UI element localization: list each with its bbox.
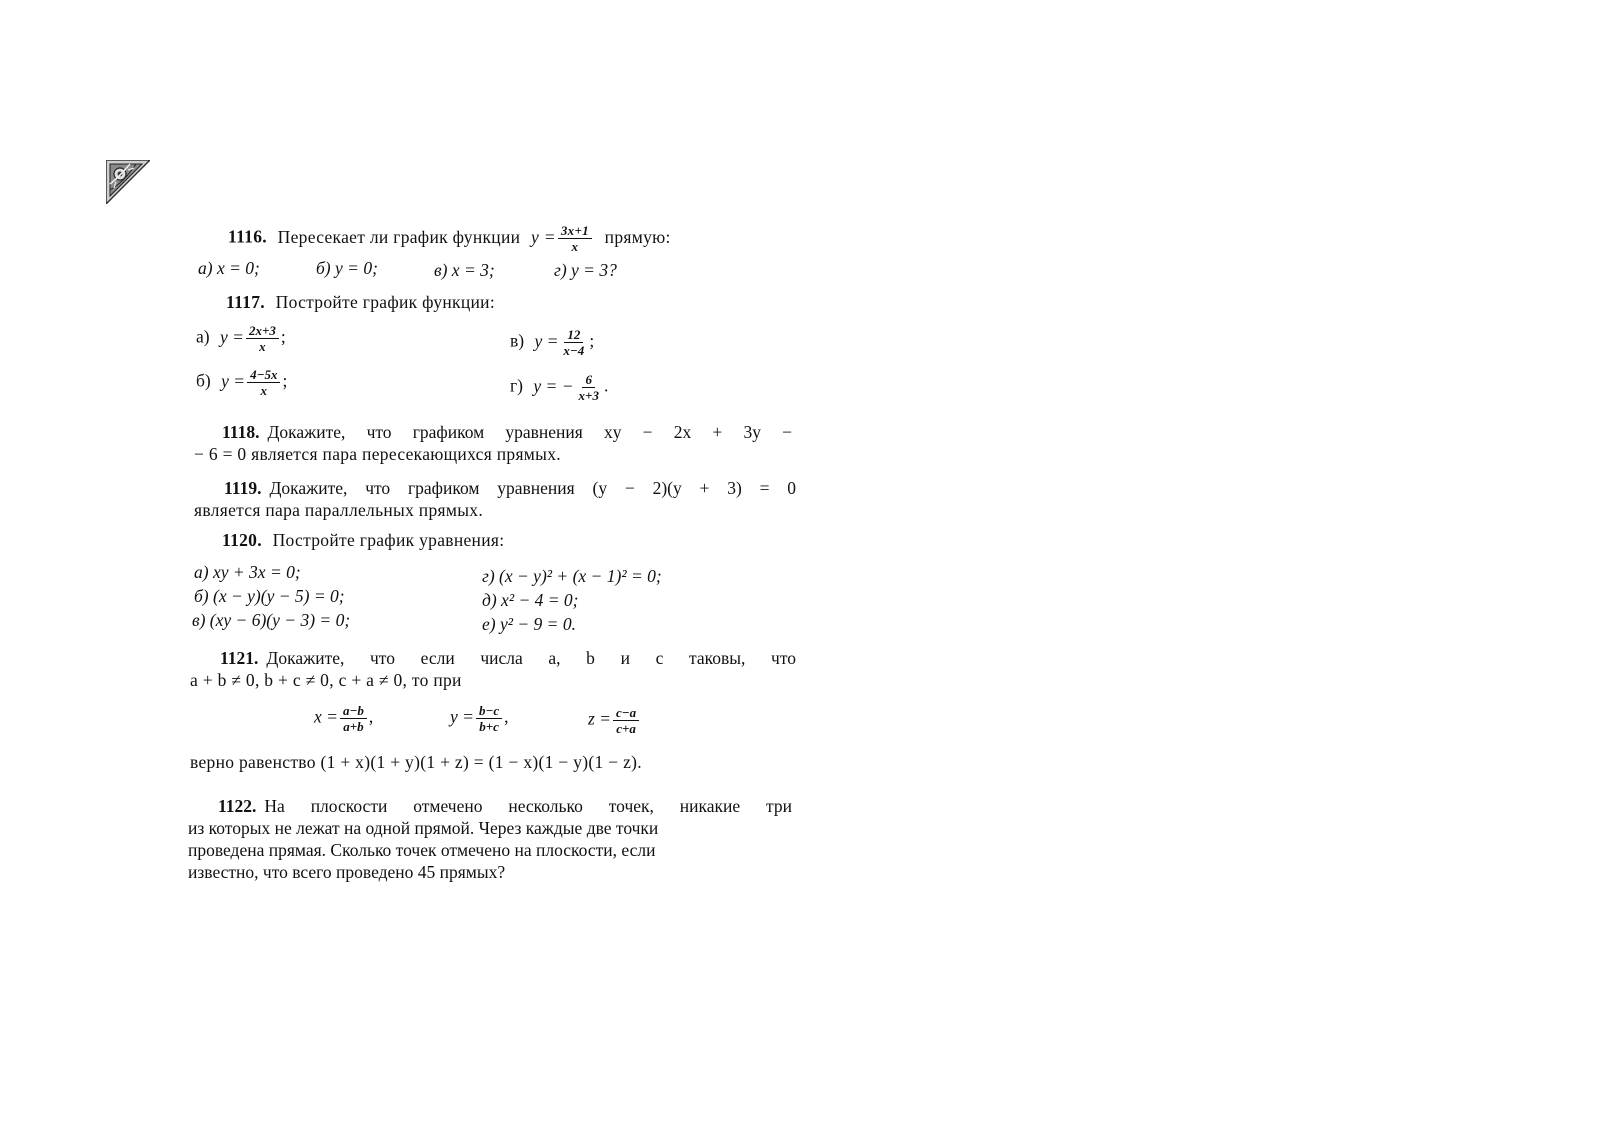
option-b: б) y = 0;	[316, 258, 378, 278]
item-g: г) (x − y)² + (x − 1)² = 0;	[482, 566, 662, 586]
item-d: д) x² − 4 = 0;	[482, 590, 579, 610]
problem-1119-line-1	[224, 478, 796, 499]
fraction-numerator: a−b	[340, 704, 367, 719]
problem-number: 1119.	[224, 478, 262, 498]
item-e: е) y² − 9 = 0.	[482, 614, 576, 634]
problem-number: 1121.	[220, 648, 259, 668]
problem-text: Докажите, что графиком уравнения (y − 2)(y + 3) = 0	[269, 478, 796, 498]
fraction-numerator: 6	[582, 373, 595, 388]
problem-1117-statement	[226, 292, 495, 313]
problem-number: 1118.	[222, 422, 260, 442]
formula-lhs: y =	[450, 706, 474, 727]
item-label: г)	[510, 375, 524, 396]
fraction-numerator: 12	[564, 328, 583, 343]
problem-1121-line-1	[220, 648, 796, 669]
problem-text: Пересекает ли график функции	[277, 226, 521, 247]
fraction	[246, 324, 279, 353]
problem-number: 1120.	[222, 530, 262, 550]
problem-1118-line-2: − 6 = 0 является пара пересекающихся прямых.	[194, 444, 561, 464]
function-lhs: y =	[219, 326, 244, 347]
function-lhs: y =	[221, 370, 246, 391]
item-v: в) (xy − 6)(y − 3) = 0;	[192, 610, 351, 630]
problem-text: На плоскости отмечено несколько точек, никакие три	[264, 796, 792, 816]
problem-text: Постройте график уравнения:	[272, 530, 505, 550]
function-lhs: y =	[531, 226, 556, 247]
fraction-denominator: c+a	[616, 721, 636, 736]
problem-1122-line-3: проведена прямая. Сколько точек отмечено на плоскости, если	[188, 840, 656, 860]
fraction-denominator: a+b	[343, 719, 364, 734]
punctuation: ,	[368, 706, 374, 727]
punctuation: .	[603, 375, 609, 396]
option-v: в) x = 3;	[434, 260, 495, 280]
fraction-denominator: x	[571, 239, 579, 254]
problem-1120-statement	[222, 530, 504, 551]
option-a: а) x = 0;	[198, 258, 260, 278]
formula-lhs: z =	[588, 708, 611, 729]
punctuation: ;	[280, 326, 286, 347]
function-lhs: y = −	[533, 375, 574, 396]
corner-ornament-icon	[106, 160, 150, 204]
item-label: в)	[510, 330, 525, 351]
punctuation: ,	[504, 706, 509, 727]
fraction	[576, 373, 602, 402]
fraction	[247, 368, 280, 397]
problem-text-tail: прямую:	[604, 226, 671, 247]
formula-x	[314, 704, 373, 733]
fraction-numerator: b−c	[476, 704, 502, 719]
formula-y	[450, 704, 508, 733]
fraction	[560, 328, 587, 357]
problem-number: 1122.	[218, 796, 257, 816]
fraction-denominator: x+3	[578, 388, 599, 403]
fraction-numerator: 4−5x	[247, 368, 280, 383]
problem-1119-line-2: является пара параллельных прямых.	[194, 500, 484, 520]
problem-1118-line-1	[222, 422, 792, 443]
fraction-denominator: x	[260, 383, 267, 398]
item-b	[196, 368, 287, 397]
problem-text: Докажите, что если числа a, b и c таковы, что	[266, 648, 796, 668]
formula-z	[588, 706, 641, 735]
option-g: г) y = 3?	[554, 260, 617, 280]
item-label: б)	[196, 370, 211, 391]
fraction	[340, 704, 367, 733]
fraction-denominator: b+c	[479, 719, 499, 734]
problem-number: 1117.	[226, 292, 265, 312]
problem-1121-line-3: верно равенство (1 + x)(1 + y)(1 + z) = (1 − x)(1 − y)(1 − z).	[190, 752, 642, 772]
item-label: а)	[196, 326, 210, 347]
fraction-numerator: c−a	[613, 706, 639, 721]
problem-text: Постройте график функции:	[275, 292, 496, 312]
problem-1122-line-1	[218, 796, 792, 817]
item-a: а) xy + 3x = 0;	[194, 562, 301, 582]
problem-1121-line-2: a + b ≠ 0, b + c ≠ 0, c + a ≠ 0, то при	[190, 670, 462, 690]
problem-1116-statement	[228, 224, 671, 253]
function-lhs: y =	[534, 330, 559, 351]
problem-1122-line-2: из которых не лежат на одной прямой. Через каждые две точки	[188, 818, 659, 838]
item-b: б) (x − y)(y − 5) = 0;	[194, 586, 345, 606]
fraction-numerator: 3x+1	[558, 224, 592, 239]
item-a	[196, 324, 286, 353]
fraction	[558, 224, 592, 253]
formula-lhs: x =	[314, 706, 338, 727]
fraction-numerator: 2x+3	[246, 324, 279, 339]
fraction	[476, 704, 502, 733]
item-g	[510, 373, 608, 402]
fraction	[613, 706, 639, 735]
problem-text: Докажите, что графиком уравнения xy − 2x + 3y −	[267, 422, 792, 442]
item-v	[510, 328, 594, 357]
problem-number: 1116.	[228, 226, 267, 247]
fraction-denominator: x	[259, 339, 266, 354]
fraction-denominator: x−4	[563, 343, 585, 358]
punctuation: ;	[282, 370, 288, 391]
problem-1122-line-4: известно, что всего проведено 45 прямых?	[188, 862, 506, 882]
punctuation: ;	[589, 330, 595, 351]
